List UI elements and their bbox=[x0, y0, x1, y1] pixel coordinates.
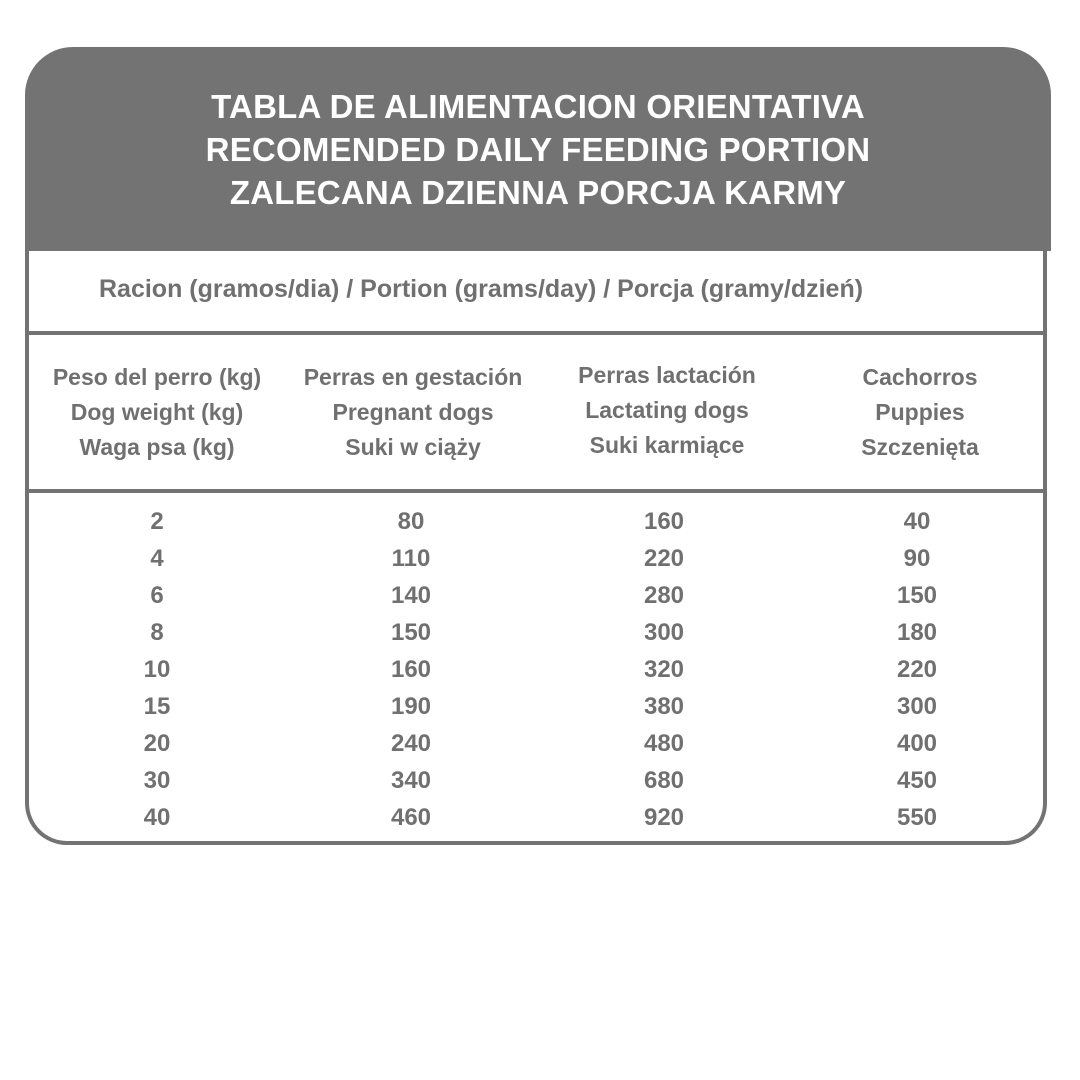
column-header-line: Waga psa (kg) bbox=[79, 433, 235, 460]
column-header-line: Perras lactación bbox=[578, 361, 756, 388]
table-cell: 300 bbox=[896, 693, 938, 720]
table-cell: 8 bbox=[150, 619, 164, 646]
column-pregnant-dogs-values bbox=[311, 503, 511, 836]
portion-unit-label: Racion (gramos/dia) / Portion (grams/day) / Porcja (gramy/dzień) bbox=[99, 274, 864, 303]
column-header-line: Pregnant dogs bbox=[332, 398, 494, 425]
table-cell: 460 bbox=[390, 804, 432, 831]
table-cell: 2 bbox=[150, 508, 164, 535]
table-cell: 20 bbox=[143, 730, 171, 757]
column-header-line: Cachorros bbox=[862, 363, 978, 390]
table-cell: 140 bbox=[390, 582, 432, 609]
column-dog-weight-values bbox=[57, 503, 257, 836]
table-cell: 480 bbox=[643, 730, 685, 757]
table-cell: 920 bbox=[643, 804, 685, 831]
table-cell: 550 bbox=[896, 804, 938, 831]
table-cell: 400 bbox=[896, 730, 938, 757]
column-headers bbox=[29, 335, 1043, 489]
table-cell: 4 bbox=[150, 545, 164, 572]
table-cell: 280 bbox=[643, 582, 685, 609]
column-header-line: Perras en gestación bbox=[303, 363, 523, 390]
portion-unit-row bbox=[29, 247, 1043, 331]
table-cell: 240 bbox=[390, 730, 432, 757]
column-header-puppies bbox=[793, 335, 1047, 489]
column-header-lactating-dogs bbox=[541, 333, 793, 487]
table-cell: 80 bbox=[397, 508, 425, 535]
table-cell: 450 bbox=[896, 767, 938, 794]
table-cell: 6 bbox=[150, 582, 164, 609]
feeding-table-card bbox=[25, 47, 1051, 847]
title-line-english: RECOMENDED DAILY FEEDING PORTION bbox=[205, 130, 871, 168]
column-header-line: Lactating dogs bbox=[585, 396, 749, 423]
table-cell: 220 bbox=[643, 545, 685, 572]
column-header-line: Peso del perro (kg) bbox=[52, 363, 262, 390]
column-header-line: Suki w ciąży bbox=[345, 433, 481, 460]
table-cell: 150 bbox=[390, 619, 432, 646]
column-header-pregnant-dogs bbox=[285, 335, 541, 489]
table-title-banner bbox=[25, 47, 1051, 251]
table-cell: 680 bbox=[643, 767, 685, 794]
table-cell: 220 bbox=[896, 656, 938, 683]
table-cell: 160 bbox=[390, 656, 432, 683]
table-cell: 150 bbox=[896, 582, 938, 609]
title-line-spanish: TABLA DE ALIMENTACION ORIENTATIVA bbox=[211, 87, 865, 125]
table-cell: 90 bbox=[903, 545, 931, 572]
column-header-line: Puppies bbox=[875, 398, 965, 425]
table-cell: 40 bbox=[143, 804, 171, 831]
column-lactating-dogs-values bbox=[564, 503, 764, 836]
table-cell: 40 bbox=[903, 508, 931, 535]
table-cell: 110 bbox=[391, 545, 431, 572]
table-cell: 190 bbox=[390, 693, 432, 720]
table-cell: 300 bbox=[643, 619, 685, 646]
column-puppies-values bbox=[817, 503, 1017, 836]
column-header-line: Suki karmiące bbox=[589, 431, 745, 458]
table-cell: 30 bbox=[143, 767, 171, 794]
table-cell: 160 bbox=[643, 508, 685, 535]
title-line-polish: ZALECANA DZIENNA PORCJA KARMY bbox=[229, 173, 847, 211]
table-cell: 10 bbox=[143, 656, 171, 683]
column-header-line: Szczenięta bbox=[861, 433, 979, 460]
table-body bbox=[25, 247, 1047, 845]
divider bbox=[29, 489, 1043, 493]
table-cell: 180 bbox=[896, 619, 938, 646]
table-cell: 380 bbox=[643, 693, 685, 720]
column-header-dog-weight bbox=[29, 335, 285, 489]
table-cell: 320 bbox=[643, 656, 685, 683]
column-header-line: Dog weight (kg) bbox=[70, 398, 244, 425]
table-cell: 15 bbox=[143, 693, 171, 720]
table-cell: 340 bbox=[390, 767, 432, 794]
